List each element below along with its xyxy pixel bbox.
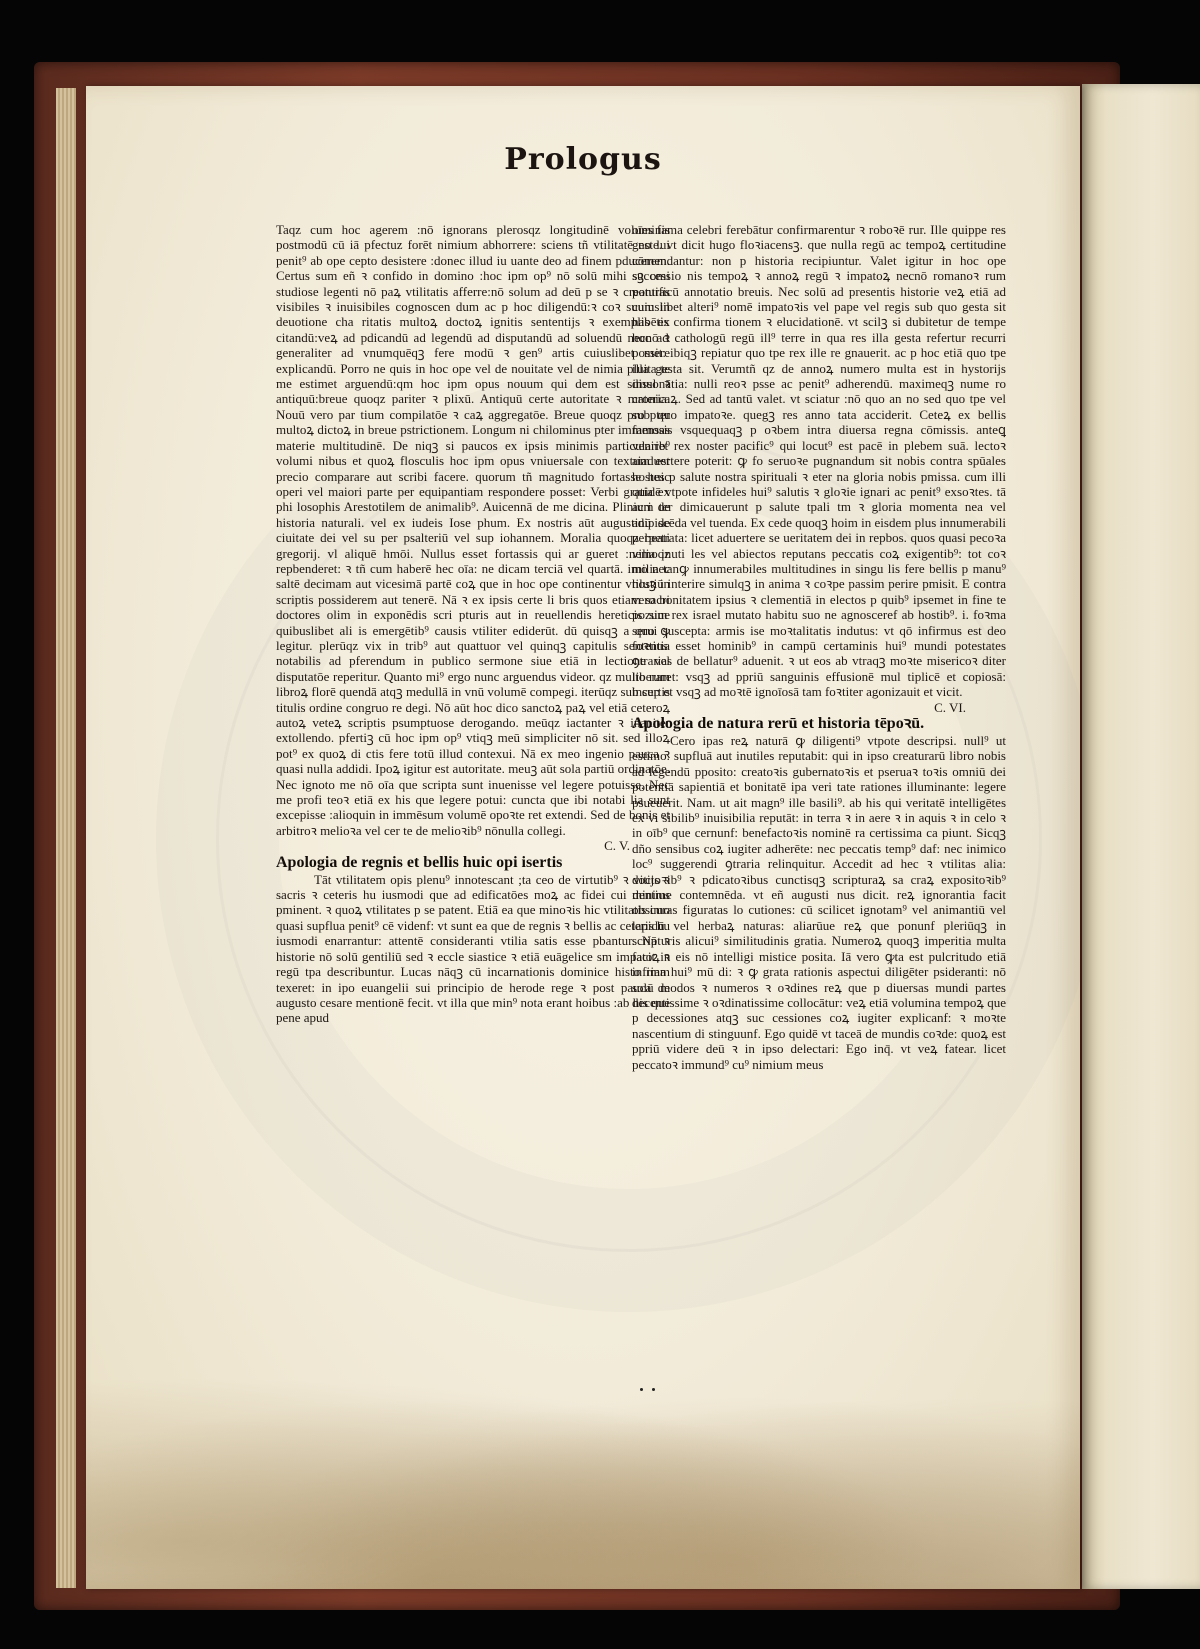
facing-page bbox=[1082, 84, 1200, 1589]
right-column bbox=[632, 222, 1006, 1072]
left-paragraph-2: Tāt vtilitatem opis plenu⁹ innotescant ;ta ceo de virtutib⁹ ꝛ vitijs ꝛ sacris ꝛ ceteris hu iusmodi que ad edificatōes moꝝ ac fidei cui dentius pminent. ꝛ quoꝝ vtilitates p se patent. Etiā ea que minoꝛis hic vtilitatis imo quasi supflua penit⁹ cē videnf: vt sunt ea que de regnis ꝛ bellis ac ceteris hu iusmodi enarrantur: attentē consideranti vtilia satis esse pbantur. Nā ꝛ historie nō solū gentiliū sed ꝛ eccle siastice ꝛ etiā euāgelice sm impatoꝝ ꝛ regū tpa describuntur. Lucas nāqꝫ cū incarnationis dominice histo riam texeret: in ipo euangelii sui principio de herode rege ꝛ post pauca de augusto cesare mentionē fecit. vt illa que min⁹ nota erant hoibus :ab his que pene apud bbox=[276, 871, 670, 1026]
right-chapter-title: Apologia de natura rerū et historia tēpoꝛū. bbox=[632, 715, 925, 732]
ink-speck bbox=[652, 1388, 655, 1391]
right-paragraph-2: Cero ipas reꝝ naturā ꝙ diligenti⁹ vtpote descripsi. null⁹ ut estimo. supfluā aut inutiles reputabit: qui in ipso creaturarū libro nobis ad legendū pposito: creatoꝛis gubernatoꝛis et pseruaꝛ toꝛis omniū dei potentiā sapientiā et bonitatē ipa veri tate rationes illuminante: legere psueuerit. Nam. ut ait magn⁹ ille basili⁹. ab his qui veritatē intelligētes ex vi sibilib⁹ inuisibilia reputāt: in terra ꝛ in aere ꝛ in aquis ꝛ in celo ꝛ in oīb⁹ que cernunf: benefactoꝛis nominē ra certissima ca piunt. Sicqꝫ dño sensibus coꝝ iugiter adherēte: nec peccatis temp⁹ daf: nec inimico loc⁹ suggerendi ꝯtraria relinquitur. Accedit ad hec ꝛ vtilitas alia: doctoꝛib⁹ ꝛ pdicatoꝛibus cunctisqꝫ scripturaꝝ sa craꝝ expositoꝛib⁹ minime contemnēda. vt eñ augusti nus dicit. reꝝ ignorantia facit obscuras figuratas lo cutiones: cū scilicet ignotam⁹ vel animantiū vel lapidū vel herbaꝝ naturas: aliarūue reꝝ que ponunf pleriūqꝫ in scripturis alicui⁹ similitudinis gratia. Numeroꝝ quoqꝫ imperitia multa facit in eis nō intelligi mistice posita. Iā vero ꝙta est pulcritudo etiā infima hui⁹ mū di: ꝛ ꝙ grata rationis aspectui diligēter psideranti: nō solū modos ꝛ numeros ꝛ oꝛdines reꝝ que p diuersas mundi partes decentissime ꝛ oꝛdinatissime collocātur: veꝝ etiā volumina tempoꝝ que p decessiones atqꝫ suc cessiones coꝝ iugiter explicanf: ꝛ moꝛte nascentium di stinguunf. Ego quidē vt taceā de mundis coꝛde: quoꝝ est ppriū videre deū ꝛ in ipso delectari: Ego inq̄. vt veꝝ fatear. licet peccatoꝛ immund⁹ cu⁹ nimium meus bbox=[632, 733, 1006, 1072]
left-column bbox=[276, 222, 670, 1026]
left-chapter-title: Apologia de regnis et bellis huic opi isertis bbox=[276, 853, 563, 871]
page-edges bbox=[56, 88, 76, 1588]
water-stain bbox=[86, 1349, 1080, 1589]
left-chapter-mark: C. V. bbox=[604, 838, 630, 854]
book-page bbox=[86, 86, 1080, 1589]
running-head: Prologus bbox=[504, 142, 662, 177]
right-paragraph-1: oīes fama celebri ferebātur confirmarentur ꝛ roboꝛē rur. Ille quippe res geste. vt dicit hugo floꝛiacensꝫ. que nulla regū ac tempoꝝ certitudine cōmendantur: non p historia recipiuntur. Valet igitur in hoc ope successio nis tempoꝝ ꝛ annoꝝ regū ꝛ impatoꝝ necnō romanoꝛ rum pontificū annotatio breuis. Nec solū ad presentis historie veꝝ etiā ad cuiuslibet alteri⁹ nomē impatoꝛis vel pape vel regis sub quo gesta sit habētis confirma tionem ꝛ elucidationē. vt scilꝫ si dubitetur de tempe hoc ad cathologū regū ill⁹ terre in qua res illa gesta refertur recurri possit: ibiqꝫ repiatur quo tpe rex ille re gnauerit. ac p hoc etiā quo tpe illa gesta sit. Verumtñ qz de annoꝝ numero multa est in hystorijs dissonātia: nulli reoꝛ psse ac penit⁹ adherendū. maximeqꝫ nume ro cronicaꝝ. Sed ad tantū valet. vt sciatur :nō quo an no sed quo tpe vel sub quo impatoꝛe. quegꝫ res anno tata acciderit. Ceteꝝ ex bellis famosis vsquequaqꝫ p oꝛbem intra diuersa regna cōmissis. anteꝗ veniret rex noster pacific⁹ qui locut⁹ est pacē in plebem suā. lectoꝛ aiaduertere poterit: ꝙ fo seruoꝛe pugnandum sit nobis contra spūales hostes p salute nostra spirituali ꝛ eter na gloria nobis pmissa. cum illi quidē vtpote infideles hui⁹ salutis ꝛ gloꝛie ignari ac penit⁹ exsoꝛtes. tā acri ter dimicauerunt p salute tpali tm ꝛ gloria momenta nea vel adipiscēda vel tuenda. Ex cede quoqꝫ hoim in eisdem plus innumerabili perpetrata: licet aduertere se ueritatem dei in repbos. quos quasi pecoꝛa vilia inuti les vel abiectos reputans peccatis coꝝ exigentib⁹: tot coꝛ milia tanꝙ innumerabiles multitudines in singu lis fere bellis p manu⁹ hostiū interire simulqꝫ in anima ꝛ coꝛpe passim perire pmisit. E contra vero bonitatem ipsius ꝛ clementiā in electos p quib⁹ ipsemet in fine te pozum rex israel mutato habitu suo ne agnosceref ab hostib⁹. i. foꝛma serui suscepta: armis ise moꝛtalitatis indutus: vt qō infirmus est deo foꝛtius esset hominib⁹ in campū certaminis hui⁹ mundi potestates ꝯtrarias de bellatur⁹ aduenit. ꝛ ut eos ab vtraqꝫ moꝛte misericoꝛ diter liberaret: vsqꝫ ad ppriū sanguinis effusionē mul tiplicē et copiosā: insup et vsqꝫ ad moꝛtē ignoīosā tam foꝛtiter agonizauit et vicit. bbox=[632, 222, 1006, 700]
right-chapter-mark: C. VI. bbox=[934, 699, 966, 715]
ink-speck bbox=[640, 1388, 643, 1391]
left-paragraph-1: Taqz cum hoc agerem :nō ignorans plerosqz longitudinē voluminis postmodū cū iā pfectuz forēt nimium abhorrere: sciens tñ vtilitatē no lui penit⁹ ab ope cepto desistere :donec illud iu uante deo ad finem pducerem. Certus sum eñ ꝛ confido in domino :hoc ipm op⁹ nō solū mihi sꝫ omi studiose legenti nō paꝝ vtilitatis afferre:nō solum ad deū p se ꝛ creaturas visibiles ꝛ inuisibiles cognoscen dum ac p hoc diligendū:ꝛ coꝛ suum in deuotione cha ritatis multoꝝ doctoꝝ ignitis sententijs ꝛ exemplis ex citandū:veꝝ ad pdicandū ad legendū ad disputandū ad soluendū necnō ꝛ generaliter ad vnumquēqꝫ fere modū ꝛ gen⁹ artis cuiuslibet mere explicandū. Porro ne quis in hoc ope vel de nouitate vel de nimia pluita te me estimet arguendū:qm hoc ipm opus nouum qui dem est simul ꝛ antiquū:breue quoqz pariter ꝛ plixū. Antiquū certe autoritate ꝛ materia. Nouū vero par tium compilatōe ꝛ caꝝ aggregatōe. Breue quoqz pro pter multoꝝ dictoꝝ in breue pstrictionem. Longum ni chilominus pter immensas materie multitudinē. De niqꝫ si paucos ex ipsis minimis particularib⁹ volumi nibus et quoꝝ flosculis hoc ipm opus vniuersale con textum est precio comparare aut scribi facere. quorum tñ magnitudo fortasse huic operi vel maiori parte per equipantiam respondere posset: Verbi gratia ex phi losophis Arestotilem de animalib⁹. Auicennā de me dicina. Plinium de historia naturali. vel ex iudeis Iose phum. Ex nostris aūt augustinū de ciuitate dei vel su per psalteriū vel sup iohannem. Moralia quoqz beati gregorij. vl aliquē hmōi. Nullus esset fortassis qui ar gueret :nemoqz repbenderet: ꝛ tñ cum haberē hec oīa: ne dicam terciā vel quartā. imo nec saltē decimam aut vicesimā partē coꝝ que in hoc ope continentur vtiluꝫ in scriptis possiderem aut tenerē. Nā ꝛ ex ipsis certe li bris quos etiam sacri doctores olim in exponēdis scri pturis aut in reuellendis hereticis siue quibuslibet ali is emergētib⁹ causis vtiliter ediderūt. dū quisqꝫ a quo ꝙ legitur. plerūqz vix in trib⁹ aut quattuor vel quinqꝫ capitulis sententia notabilis ad pferendum in publico sermone siue etiā in lectione vel disputatōe reperitur. Quanto mi⁹ ergo nunc arguendus videor. qz multo rum libroꝝ florē quendā atqꝫ medullā in vnū volumē compegi. iterūqz sub certis titulis ordine congruo re degi. Nō aūt hoc dico sanctoꝝ paꝝ vel etiā ceteroꝝ autoꝝ veteꝝ scriptis psumptuose derogando. meūqz iactanter ꝛ inaniter extollendo. pfertiꝫ cū hoc ipm op⁹ vtiqꝫ meū simpliciter nō sit. sed illoꝝ pot⁹ ex quoꝝ di ctis fere totū illud contexui. Nā ex meo ingenio pauca ꝛ quasi nulla addidi. Ipoꝝ igitur est autoritate. meuꝫ aūt sola partiū ordinatōe. Nec ignoto me nō oīa que scripta sunt inuenisse vel legere potuisse. Nec me profi teoꝛ etiā ex his que legere potui: cuncta que ibi notabi lia sunt excepisse :alioquin in immēsum volumē opoꝛte ret extendi. Sed de bonis et arbitroꝛ melioꝛa vel cer te de melioꝛib⁹ nōnulla collegi. bbox=[276, 222, 670, 838]
